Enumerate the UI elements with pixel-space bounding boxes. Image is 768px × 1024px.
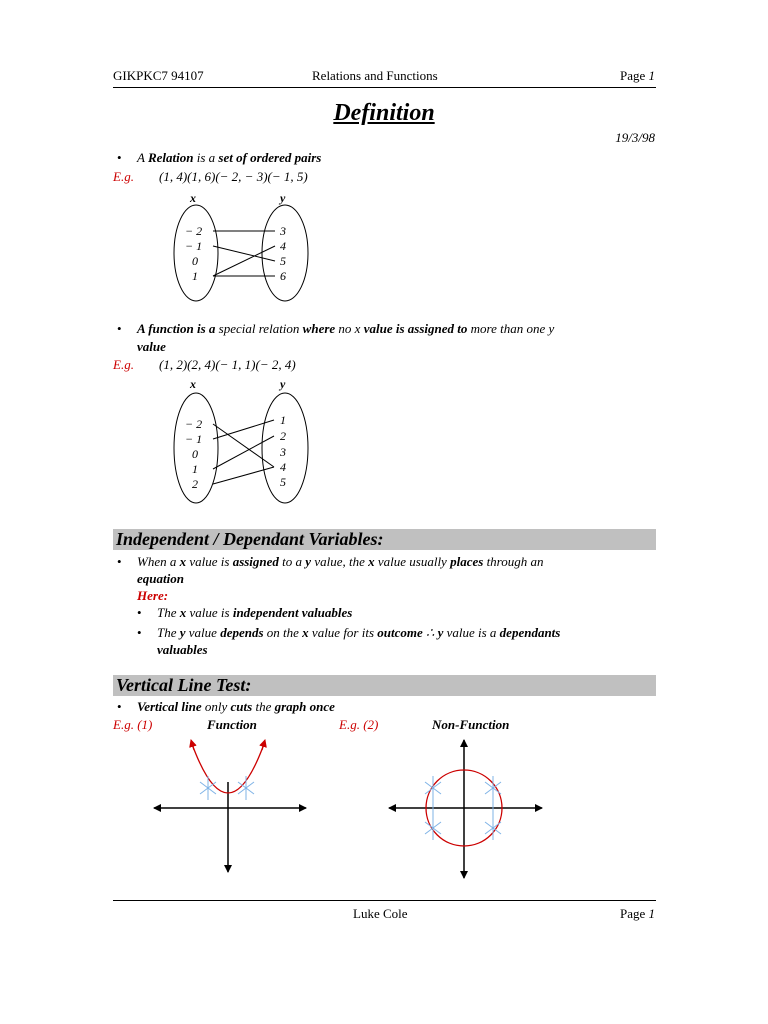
function-y-label: y xyxy=(280,377,286,391)
relation-y-oval xyxy=(262,205,308,301)
function-y-value: 5 xyxy=(280,475,286,489)
relation-y-value: 5 xyxy=(280,254,286,268)
function-example xyxy=(113,357,296,373)
footer-rule xyxy=(113,900,656,901)
function-arrow xyxy=(213,420,274,439)
relation-arrow xyxy=(213,246,275,276)
relation-arrow xyxy=(213,246,275,261)
bullet-icon: • xyxy=(117,699,122,714)
date: 19/3/98 xyxy=(615,130,655,145)
bullet-icon: • xyxy=(137,625,142,640)
doc-header-title: Relations and Functions xyxy=(312,68,438,83)
eg1-caption: Function xyxy=(207,717,257,732)
vertical-line-marks xyxy=(200,776,254,800)
non-function-graph xyxy=(385,732,545,880)
relation-x-label: x xyxy=(190,191,196,205)
page-title: Definition xyxy=(333,100,435,126)
relation-y-value: 4 xyxy=(280,239,286,253)
function-graph xyxy=(150,732,310,877)
function-arrow xyxy=(213,424,274,467)
function-y-value: 2 xyxy=(280,429,286,443)
function-definition: A function is a special relation where no x value is assigned to more than one y xyxy=(137,321,555,336)
footer-author: Luke Cole xyxy=(353,906,408,921)
eg2-label: E.g. (2) xyxy=(339,717,379,732)
relation-pairs: (1, 4)(1, 6)(− 2, − 3)(− 1, 5) xyxy=(159,169,308,184)
relation-y-value: 3 xyxy=(280,224,286,238)
relation-x-value: − 1 xyxy=(185,239,203,253)
footer-page-num: 1 xyxy=(648,906,655,921)
relation-x-value: 0 xyxy=(192,254,198,268)
header-rule xyxy=(113,87,656,88)
function-y-value: 4 xyxy=(280,460,286,474)
dependent-statement: The y value depends on the x value for its outcome ∴ y value is a dependants xyxy=(157,625,561,640)
function-y-value: 1 xyxy=(280,413,286,427)
bullet-icon: • xyxy=(117,150,122,165)
relation-x-value: 1 xyxy=(192,269,198,283)
function-x-value: 1 xyxy=(192,462,198,476)
header-page-label: Page xyxy=(619,68,646,83)
function-x-value: 0 xyxy=(192,447,198,461)
parabola-arrow xyxy=(262,740,265,750)
relation-x-value: − 2 xyxy=(185,224,203,238)
function-y-value: 3 xyxy=(280,445,286,459)
bullet-icon: • xyxy=(137,605,142,620)
relation-mapping-diagram xyxy=(160,190,330,310)
function-mapping-diagram xyxy=(160,376,330,511)
relation-y-label: y xyxy=(280,191,286,205)
variables-line2: equation xyxy=(137,571,184,586)
bullet-icon: • xyxy=(117,554,122,569)
bullet-icon: • xyxy=(117,321,122,336)
function-arrow xyxy=(213,436,274,469)
variables-line1: When a x value is assigned to a y value, the x value usually places through an xyxy=(137,554,544,569)
relation-y-value: 6 xyxy=(280,269,286,283)
dependent-statement-line2: valuables xyxy=(157,642,208,657)
function-pairs: (1, 2)(2, 4)(− 1, 1)(− 2, 4) xyxy=(159,357,296,372)
vlt-rule: Vertical line only cuts the graph once xyxy=(137,699,335,714)
independent-statement: The x value is independent valuables xyxy=(157,605,353,620)
footer-page-label: Page xyxy=(619,906,646,921)
function-x-value: 2 xyxy=(192,477,198,491)
function-x-value: − 2 xyxy=(185,417,203,431)
function-definition-line2: value xyxy=(137,339,166,354)
eg-label: E.g. xyxy=(113,169,134,184)
section-heading-variables: Independent / Dependant Variables: xyxy=(113,529,656,550)
relation-x-oval xyxy=(174,205,218,301)
parabola-arrow xyxy=(191,740,194,750)
header-page-num: 1 xyxy=(648,68,655,83)
section-heading-vertical-line-test: Vertical Line Test: xyxy=(113,675,656,696)
relation-definition: A Relation is a set of ordered pairs xyxy=(137,150,322,165)
function-x-label: x xyxy=(190,377,196,391)
eg1-label: E.g. (1) xyxy=(113,717,153,732)
here-label: Here: xyxy=(137,588,169,603)
doc-code: GIKPKC7 94107 xyxy=(113,68,204,83)
function-x-value: − 1 xyxy=(185,432,203,446)
eg2-caption: Non-Function xyxy=(432,717,510,732)
footer-page-number xyxy=(620,906,655,922)
header-page-number xyxy=(620,68,655,84)
eg-label: E.g. xyxy=(113,357,134,372)
relation-example xyxy=(113,169,308,185)
